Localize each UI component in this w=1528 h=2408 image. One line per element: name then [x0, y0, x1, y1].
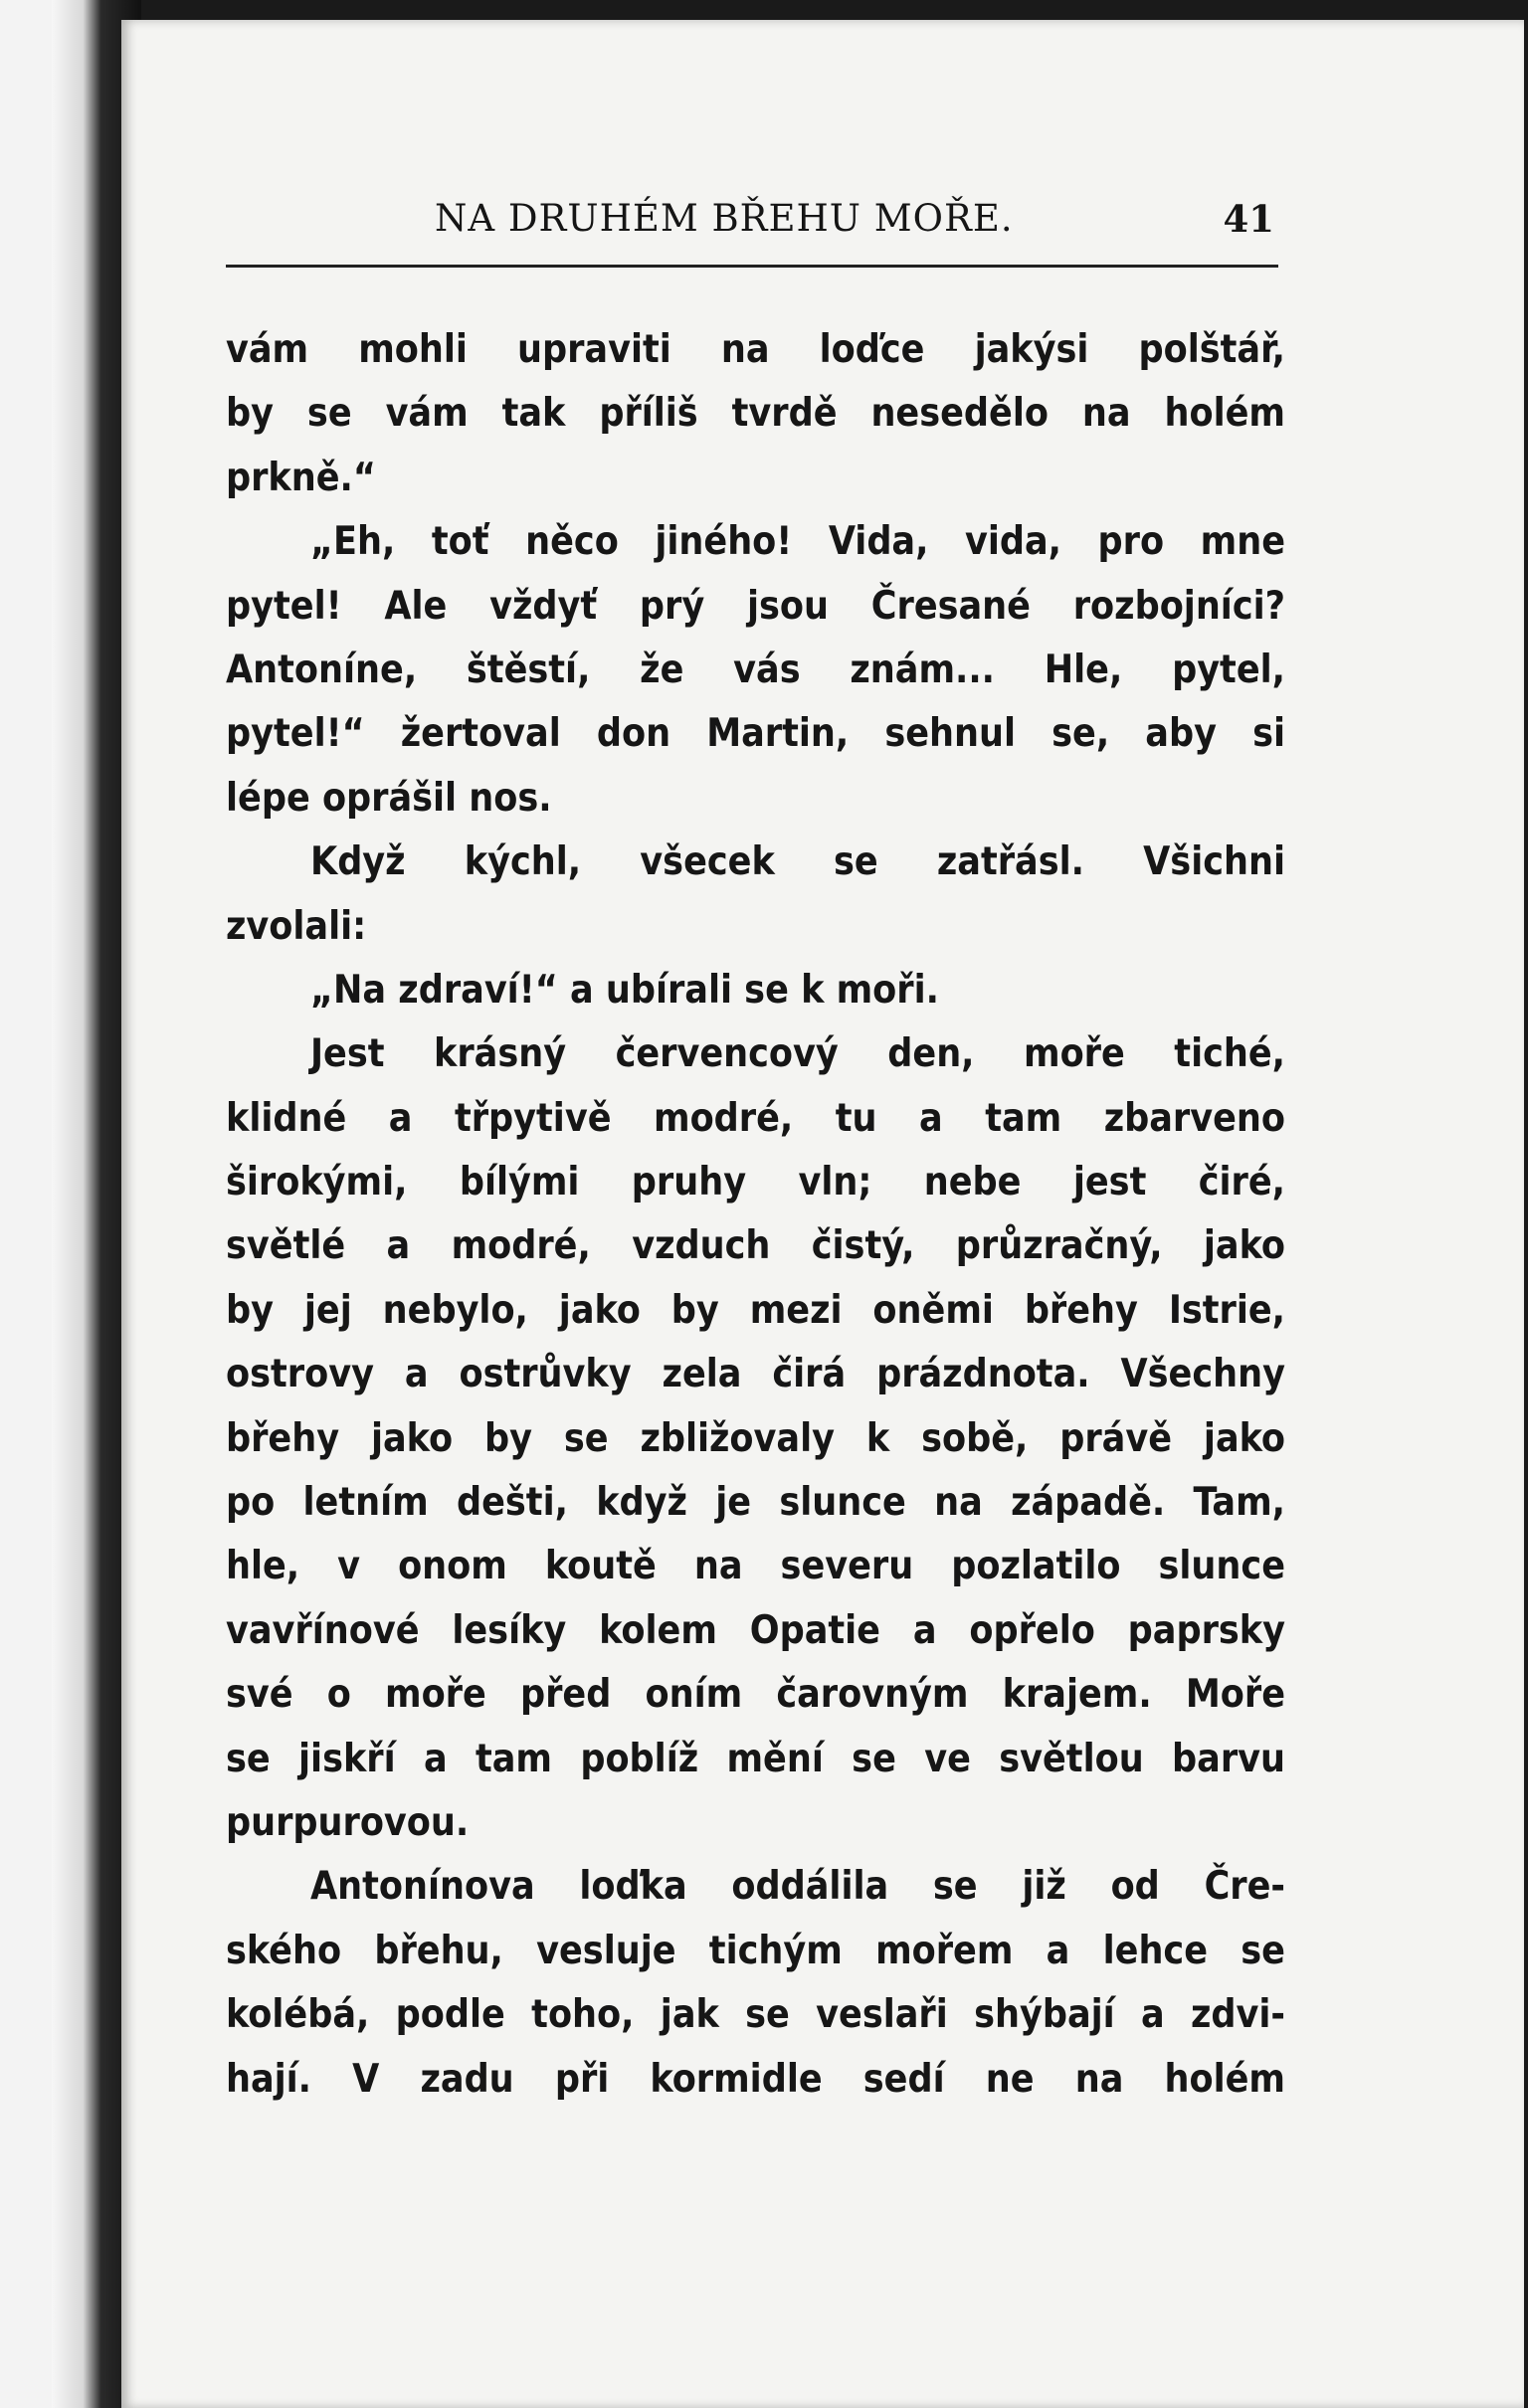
text-line: prkně.“	[226, 455, 376, 500]
book-page	[121, 20, 1524, 2408]
text-line: klidné a třpytivě modré, tu a tam zbarveno	[226, 1095, 1285, 1141]
text-line: by se vám tak příliš tvrdě nesedělo na holém	[226, 391, 1285, 437]
text-line: Antoníne, štěstí, že vás znám... Hle, pytel,	[226, 647, 1285, 692]
text-line: kolébá, podle toho, jak se veslaři shýbají a zdvi-	[226, 1992, 1285, 2038]
text-line: Jest krásný červencový den, moře tiché,	[310, 1031, 1285, 1077]
text-line: Antonínova loďka oddálila se již od Čre-	[310, 1864, 1285, 1910]
text-line: lépe oprášil nos.	[226, 775, 552, 821]
text-line: vám mohli upraviti na loďce jakýsi polštář,	[226, 327, 1285, 372]
text-line: se jiskří a tam poblíž mění se ve světlou barvu	[226, 1736, 1285, 1781]
page-number: 41	[1223, 197, 1274, 241]
text-line: ostrovy a ostrůvky zela čirá prázdnota. Všechny	[226, 1352, 1285, 1397]
running-header	[226, 189, 1278, 268]
text-line: pytel! Ale vždyť prý jsou Čresané rozbojníci?	[226, 583, 1285, 629]
text-line: ského břehu, vesluje tichým mořem a lehce se	[226, 1928, 1285, 1973]
running-title: NA DRUHÉM BŘEHU MOŘE.	[435, 197, 1014, 240]
text-line: světlé a modré, vzduch čistý, průzračný, jako	[226, 1223, 1285, 1269]
text-line: „Na zdraví!“ a ubírali se k moři.	[310, 967, 939, 1013]
text-line: širokými, bílými pruhy vln; nebe jest čiré,	[226, 1160, 1285, 1205]
text-line: hle, v onom koutě na severu pozlatilo slunce	[226, 1544, 1285, 1589]
body-text	[226, 318, 1285, 2112]
text-line: zvolali:	[226, 903, 367, 949]
text-line: své o moře před oním čarovným krajem. Moře	[226, 1672, 1285, 1718]
text-line: vavřínové lesíky kolem Opatie a opřelo paprsky	[226, 1607, 1285, 1653]
text-line: hají. V zadu při kormidle sedí ne na holém	[226, 2056, 1285, 2102]
text-line: purpurovou.	[226, 1799, 470, 1845]
text-line: po letním dešti, když je slunce na západě. Tam,	[226, 1480, 1285, 1526]
text-line: by jej nebylo, jako by mezi oněmi břehy Istrie,	[226, 1287, 1285, 1333]
text-line: Když kýchl, všecek se zatřásl. Všichni	[310, 839, 1285, 885]
text-line: břehy jako by se zbližovaly k sobě, právě jako	[226, 1415, 1285, 1461]
text-line: pytel!“ žertoval don Martin, sehnul se, aby si	[226, 711, 1285, 757]
text-line: „Eh, toť něco jiného! Vida, vida, pro mne	[310, 519, 1285, 565]
